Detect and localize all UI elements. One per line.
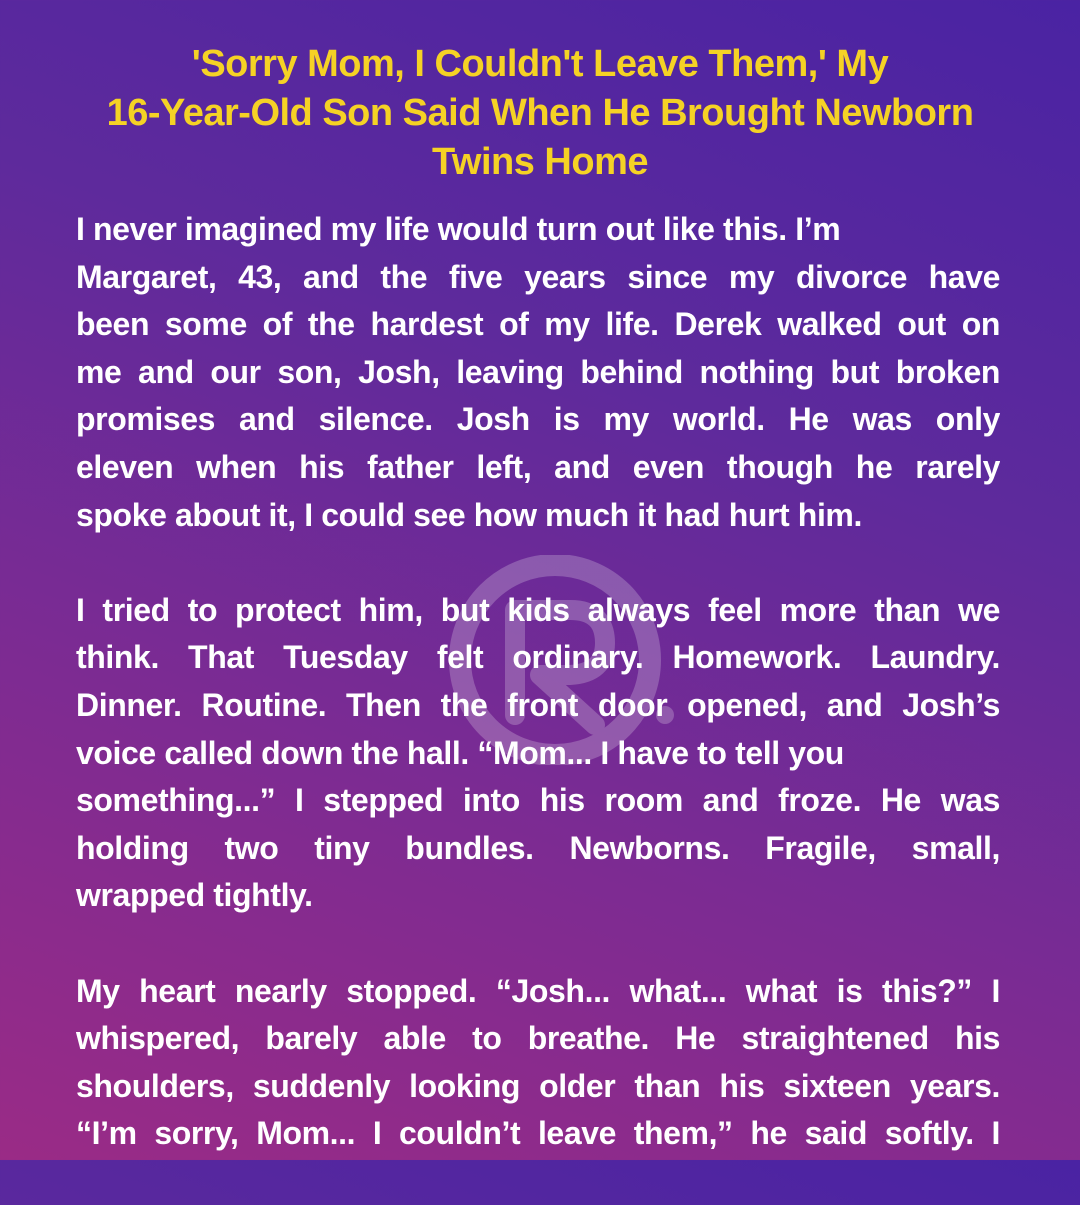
paragraph-line: think. That Tuesday felt ordinary. Homework. Laundry. — [76, 639, 1000, 676]
article-title — [60, 40, 1020, 187]
paragraph-line: whispered, barely able to breathe. He straightened his — [76, 1020, 1000, 1057]
paragraph-line: holding two tiny bundles. Newborns. Fragile, small, — [76, 829, 1000, 866]
article-paragraph — [76, 206, 1000, 539]
paragraph-line: eleven when his father left, and even though he rarely — [76, 448, 1000, 485]
paragraph-line: promises and silence. Josh is my world. He was only — [76, 401, 1000, 438]
title-line: Twins Home — [432, 141, 648, 183]
paragraph-line: Dinner. Routine. Then the front door opened, and Josh’s — [76, 686, 1000, 723]
paragraph-line: I tried to protect him, but kids always feel more than we — [76, 591, 1000, 628]
paragraph-line: voice called down the hall. “Mom... I have to tell you — [76, 734, 844, 771]
paragraph-line: I never imagined my life would turn out like this. I’m — [76, 211, 841, 247]
paragraph-line: me and our son, Josh, leaving behind nothing but broken — [76, 353, 1000, 390]
paragraph-line: wrapped tightly. — [76, 877, 313, 914]
paragraph-line: Margaret, 43, and the five years since my divorce have — [76, 258, 1000, 295]
paragraph-line: spoke about it, I could see how much it had hurt him. — [76, 496, 862, 533]
article-paragraph — [76, 587, 1000, 920]
title-line: 16-Year-Old Son Said When He Brought Newborn — [106, 92, 974, 134]
article-body — [76, 206, 1000, 1205]
paragraph-line: shoulders, suddenly looking older than his sixteen years. — [76, 1067, 1000, 1104]
article-paragraph — [76, 968, 1000, 1158]
title-line: 'Sorry Mom, I Couldn't Leave Them,' My — [191, 43, 889, 85]
paragraph-line: My heart nearly stopped. “Josh... what... what is this?” I — [76, 972, 1000, 1009]
paragraph-line: been some of the hardest of my life. Derek walked out on — [76, 306, 1000, 343]
paragraph-line: “I’m sorry, Mom... I couldn’t leave them,” he said softly. I — [76, 1115, 1000, 1152]
paragraph-line: something...” I stepped into his room and froze. He was — [76, 782, 1000, 819]
